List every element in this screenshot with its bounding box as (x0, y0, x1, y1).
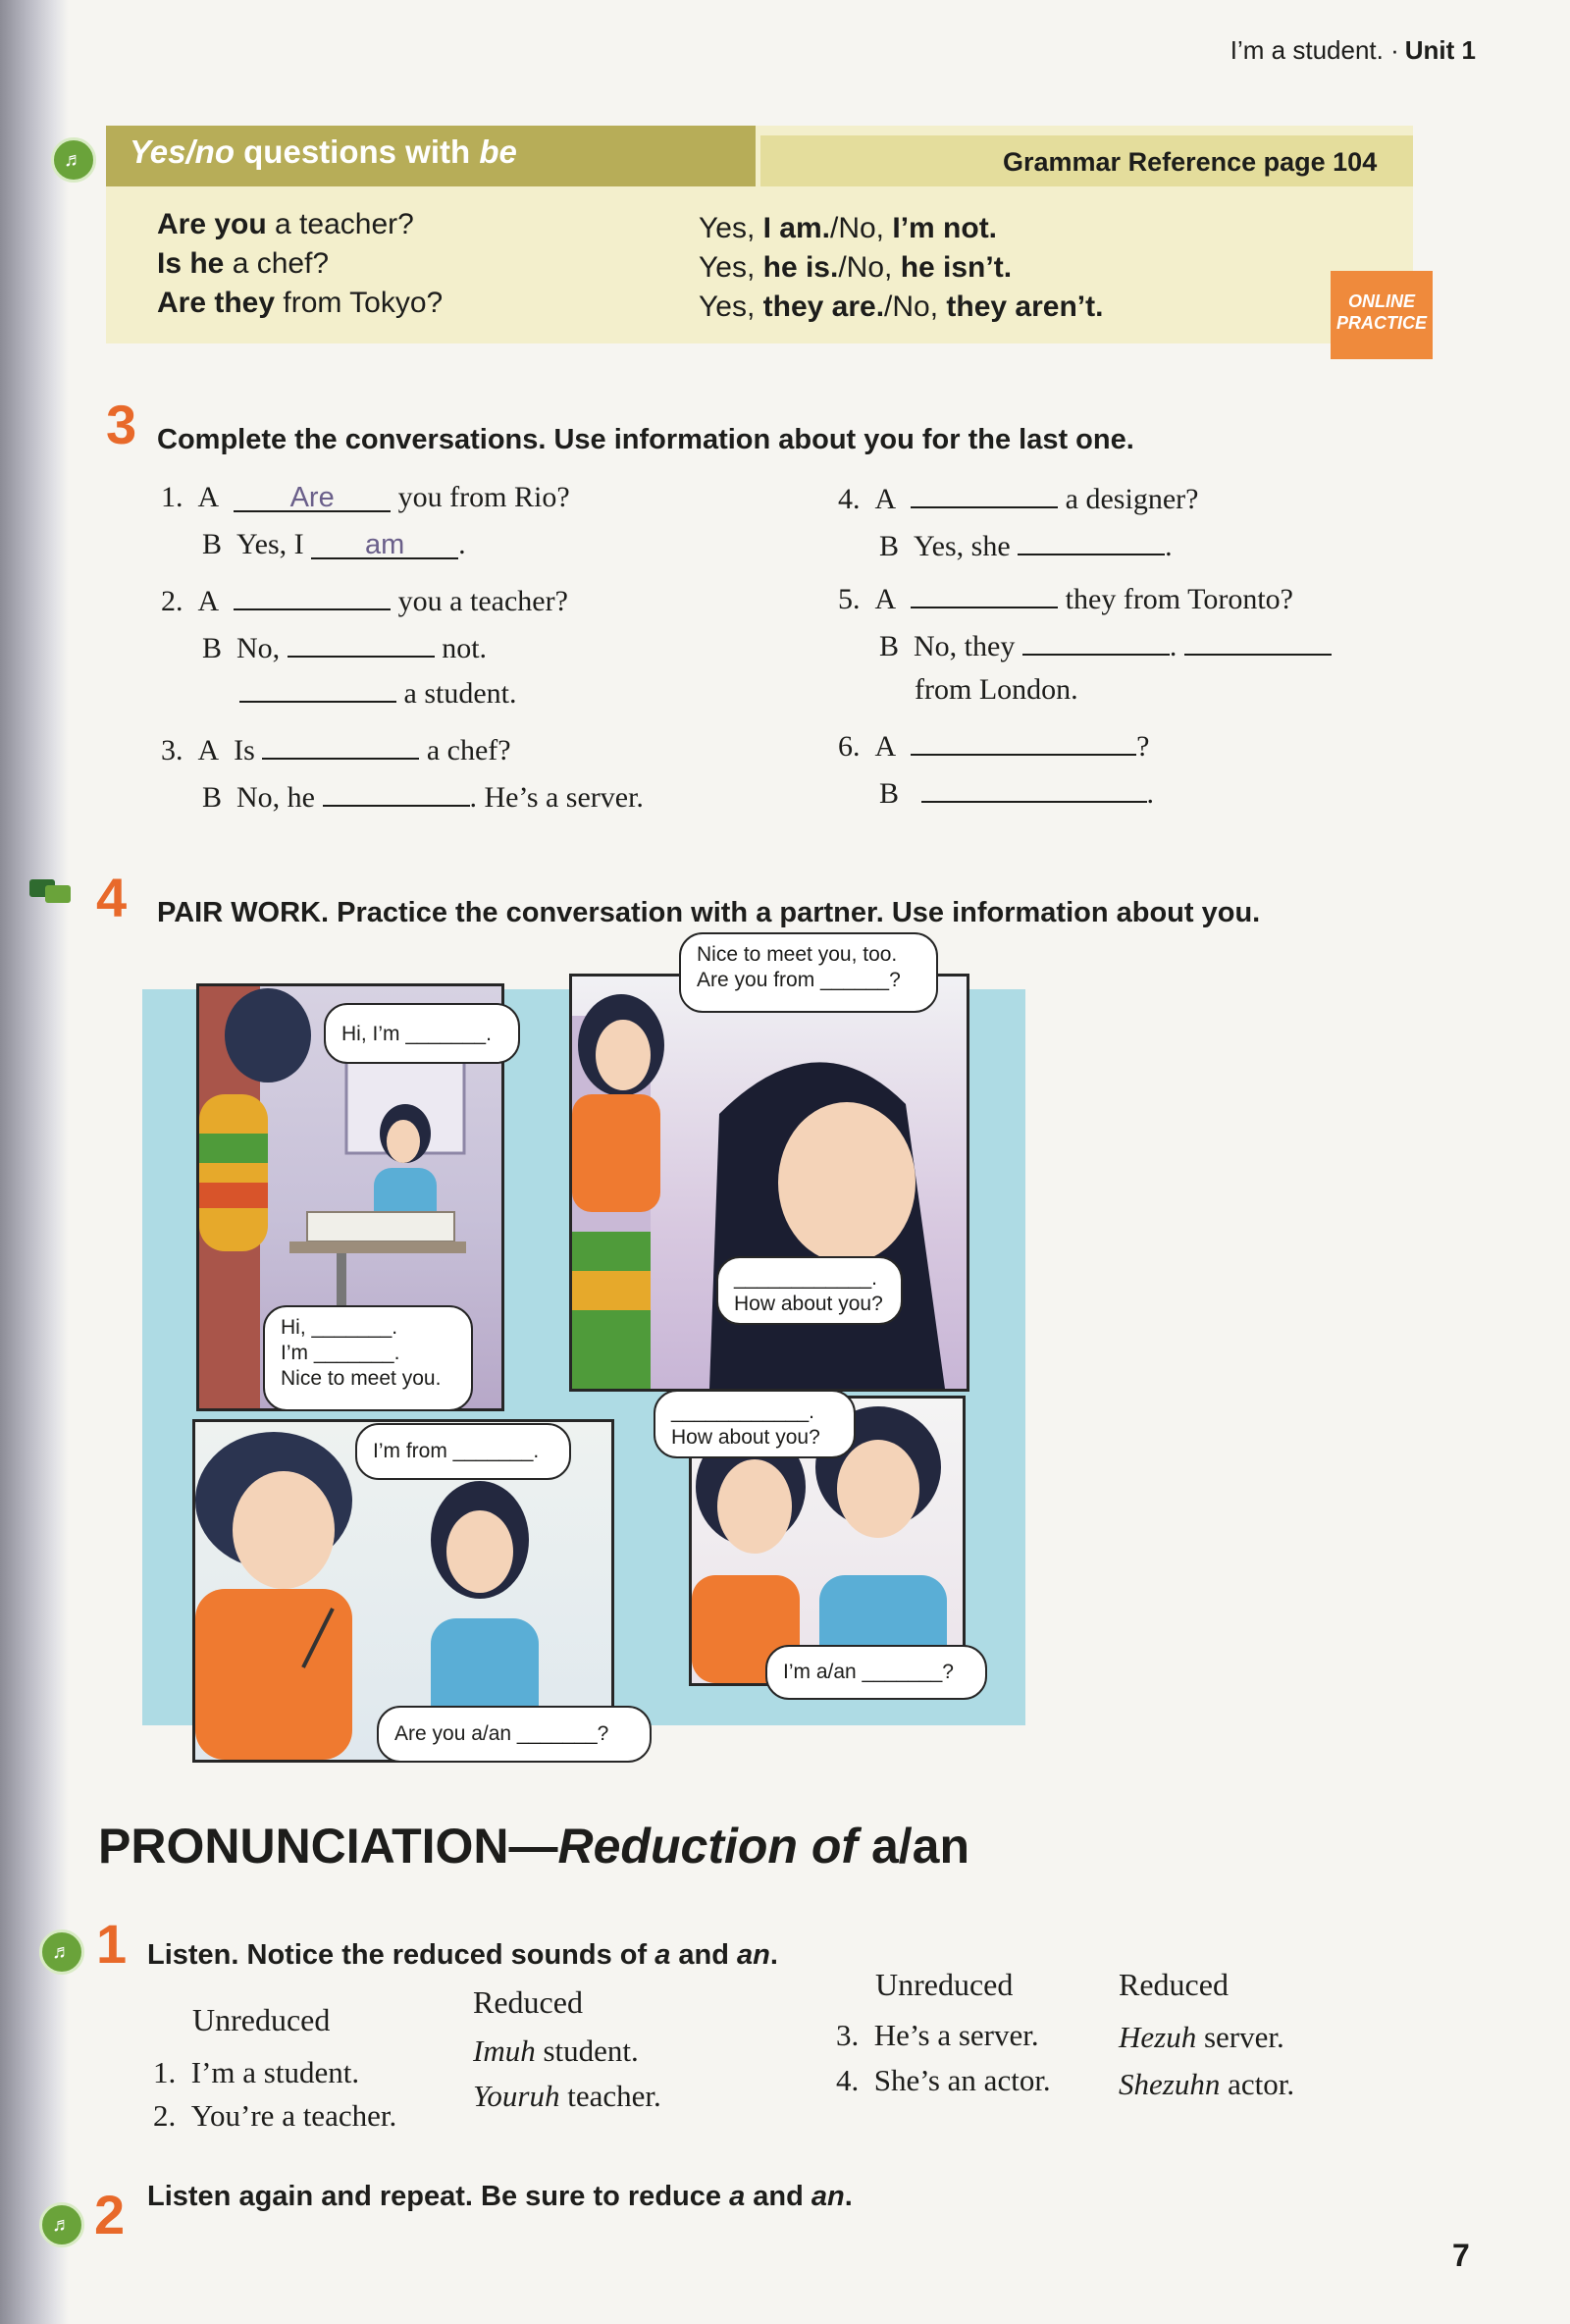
speech-bubble: ____________. How about you? (716, 1256, 903, 1325)
question-1-a: 1. A Are you from Rio? (161, 481, 570, 513)
answer-blank[interactable] (234, 581, 391, 610)
column-header: Reduced (473, 1984, 583, 2020)
page-number: 7 (1452, 2238, 1470, 2273)
answer-blank[interactable] (911, 479, 1058, 508)
speech-bubble: I’m a/an _______? (765, 1645, 987, 1700)
question-6-a: 6. A ? (838, 726, 1150, 764)
speech-bubble: Hi, I’m _______. (324, 1003, 520, 1064)
answer-blank[interactable]: am (311, 530, 458, 559)
answer-blank[interactable] (262, 730, 419, 760)
pronunciation-row: 3. He’s a server. (836, 2018, 1039, 2052)
column-header: Reduced (1119, 1967, 1229, 2002)
exercise-number: 4 (96, 867, 128, 928)
exercise-instruction: Listen again and repeat. Be sure to reduce a and an. (147, 2181, 853, 2212)
speech-bubble: Nice to meet you, too. Are you from ______? (679, 932, 938, 1013)
answer-blank[interactable] (288, 628, 435, 658)
question-5-a: 5. A they from Toronto? (838, 579, 1293, 616)
question-2-a: 2. A you a teacher? (161, 581, 568, 618)
pronunciation-row: 2. You’re a teacher. (153, 2098, 397, 2133)
answer-blank[interactable] (1022, 626, 1170, 656)
column-header: Unreduced (875, 1967, 1014, 2002)
pronunciation-row: 4. She’s an actor. (836, 2063, 1051, 2097)
exercise-instruction: Complete the conversations. Use information about you for the last one. (157, 424, 1134, 455)
exercise-number: 3 (106, 394, 137, 455)
pronunciation-reduced: Hezuh server. (1119, 2020, 1284, 2054)
pair-work-chat-icon (29, 877, 73, 905)
answer-blank[interactable] (1018, 526, 1165, 555)
grammar-question: Are they from Tokyo? (157, 287, 444, 319)
question-4-a: 4. A a designer? (838, 479, 1198, 516)
book-spine-shadow (0, 0, 69, 2324)
grammar-title: Yes/no questions with be (130, 133, 517, 170)
online-practice-badge[interactable]: ONLINE PRACTICE (1331, 271, 1433, 359)
grammar-answer: Yes, I am./No, I’m not. (699, 212, 998, 244)
question-3-a: 3. A Is a chef? (161, 730, 511, 767)
question-6-b: B . (879, 773, 1154, 811)
grammar-answer: Yes, he is./No, he isn’t. (699, 251, 1013, 284)
running-header: I’m a student. · Unit 1 (1230, 35, 1476, 65)
question-2-b-cont: a student. (239, 673, 516, 711)
answer-blank[interactable] (1184, 626, 1332, 656)
question-5-b: B No, they . (879, 626, 1332, 663)
question-3-b: B No, he . He’s a server. (202, 777, 644, 815)
exercise-instruction: Listen. Notice the reduced sounds of a and an. (147, 1939, 778, 1971)
question-1-b: B Yes, I am . (202, 528, 466, 560)
answer-blank[interactable]: Are (234, 483, 391, 512)
comic-panel-2 (569, 974, 969, 1392)
pronunciation-reduced: Youruh teacher. (473, 2079, 661, 2113)
comic-illustration (572, 977, 967, 1389)
audio-speaker-icon[interactable]: ♬ (39, 1929, 84, 1975)
grammar-answer: Yes, they are./No, they aren’t. (699, 290, 1104, 323)
pronunciation-reduced: Shezuhn actor. (1119, 2067, 1295, 2101)
question-5-b-cont: from London. (915, 673, 1078, 706)
question-2-b: B No, not. (202, 628, 487, 665)
answer-blank[interactable] (911, 579, 1058, 608)
grammar-question: Is he a chef? (157, 247, 330, 280)
column-header: Unreduced (192, 2002, 331, 2037)
speech-bubble: Hi, _______. I’m _______. Nice to meet you. (263, 1305, 473, 1411)
answer-blank[interactable] (921, 773, 1147, 803)
speech-bubble: ____________. How about you? (654, 1390, 856, 1458)
speech-bubble: I’m from _______. (355, 1423, 571, 1480)
section-title: PRONUNCIATION—Reduction of a/an (98, 1819, 969, 1874)
grammar-question: Are you a teacher? (157, 208, 414, 240)
pronunciation-reduced: Imuh student. (473, 2034, 639, 2068)
exercise-number: 2 (94, 2184, 126, 2245)
audio-speaker-icon[interactable]: ♬ (51, 137, 96, 183)
pronunciation-row: 1. I’m a student. (153, 2055, 360, 2089)
answer-blank[interactable] (323, 777, 470, 807)
question-4-b: B Yes, she . (879, 526, 1173, 563)
answer-blank[interactable] (239, 673, 396, 703)
exercise-instruction: PAIR WORK. Practice the conversation with a partner. Use information about you. (157, 897, 1261, 928)
exercise-number: 1 (96, 1913, 128, 1975)
answer-blank[interactable] (911, 726, 1136, 756)
grammar-reference: Grammar Reference page 104 (1003, 147, 1378, 177)
speech-bubble: Are you a/an _______? (377, 1706, 652, 1763)
audio-speaker-icon[interactable]: ♬ (39, 2202, 84, 2247)
